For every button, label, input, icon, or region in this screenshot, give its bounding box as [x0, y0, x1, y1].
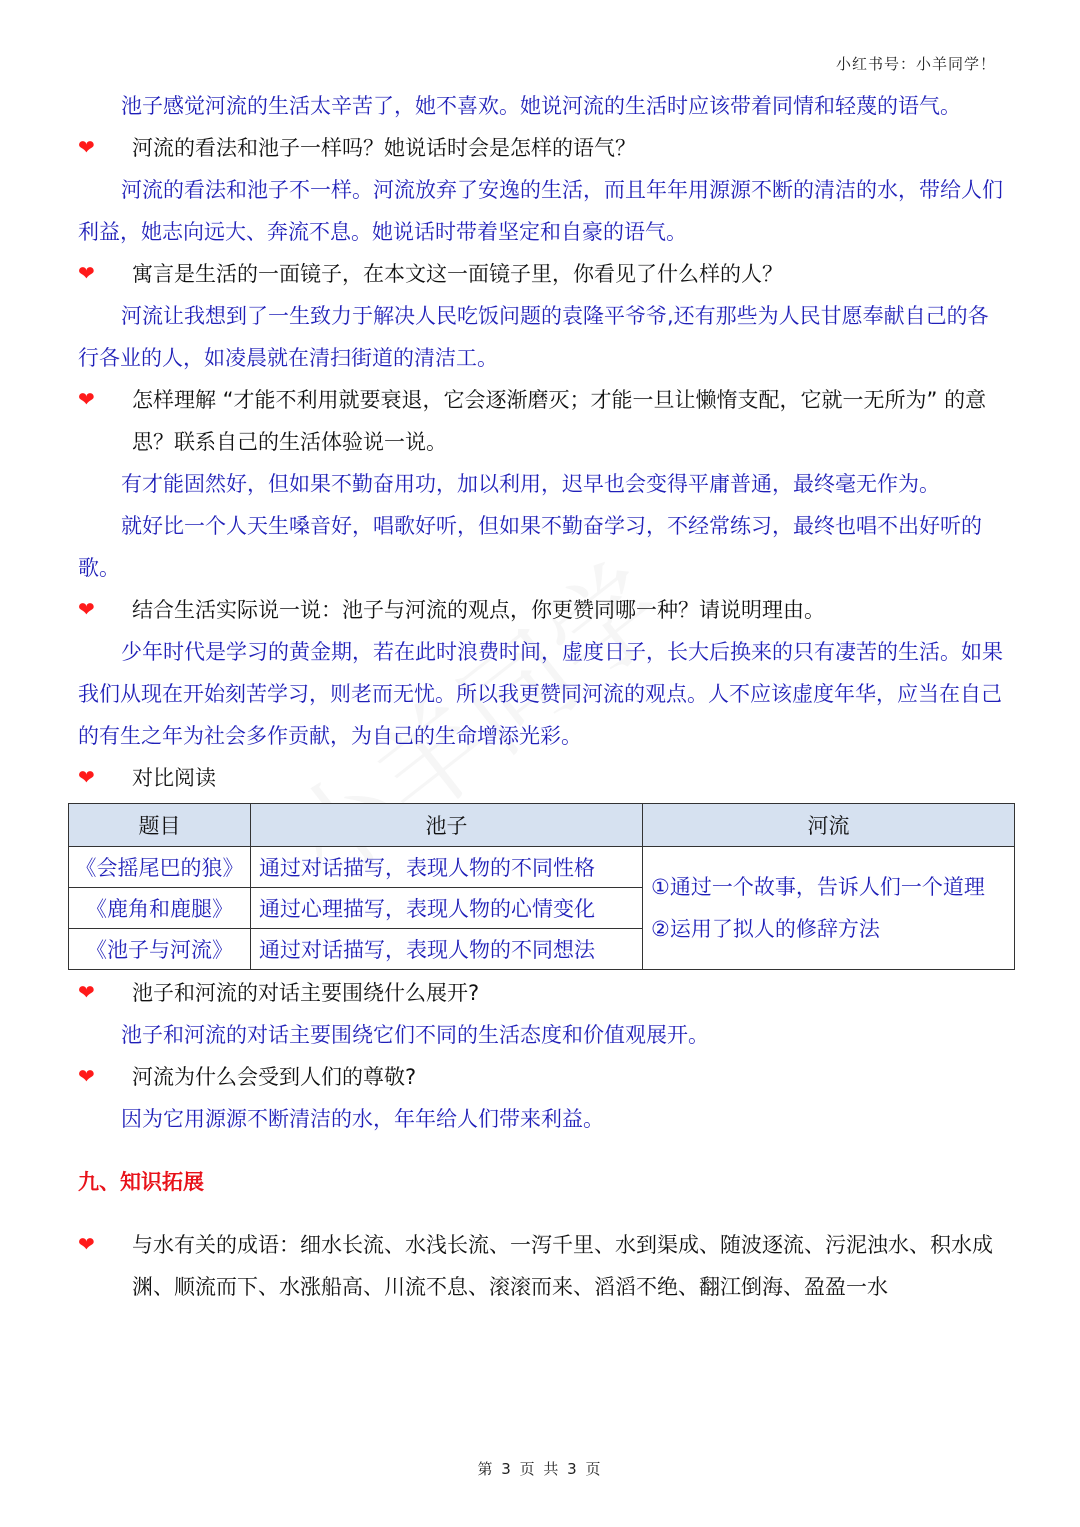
table-header-row	[69, 804, 1015, 847]
question	[78, 757, 1006, 799]
heart-icon: ❤	[78, 1064, 95, 1088]
table-cell-desc: 通过心理描写，表现人物的心情变化	[251, 888, 643, 929]
question-text: 怎样理解 “才能不利用就要衰退，它会逐渐磨灭；才能一旦让懒惰支配，它就一无所为” 的意思？联系自己的生活体验说一说。	[132, 388, 987, 454]
qa-list-before	[78, 85, 1006, 799]
question	[78, 1224, 1006, 1308]
table-row	[69, 847, 1015, 888]
answer: 池子感觉河流的生活太辛苦了，她不喜欢。她说河流的生活时应该带着同情和轻蔑的语气。	[121, 94, 961, 118]
heart-icon: ❤	[78, 980, 95, 1004]
table-cell-common	[643, 847, 1015, 970]
question	[78, 127, 1006, 169]
heart-icon: ❤	[78, 261, 95, 285]
page-footer: 第 3 页 共 3 页	[477, 1460, 603, 1478]
answer: 池子和河流的对话主要围绕它们不同的生活态度和价值观展开。	[121, 1023, 709, 1047]
comparison-table	[68, 803, 1015, 970]
common-point-2: ②运用了拟人的修辞方法	[651, 917, 880, 941]
question	[78, 1056, 1006, 1098]
answer: 河流让我想到了一生致力于解决人民吃饭问题的袁隆平爷爷,还有那些为人民甘愿奉献自己的各行各业的人，如凌晨就在清扫街道的清洁工。	[78, 304, 989, 370]
heart-icon: ❤	[78, 1232, 95, 1256]
answer: 有才能固然好，但如果不勤奋用功，加以利用，迟早也会变得平庸普通，最终毫无作为。	[121, 472, 940, 496]
answer: 因为它用源源不断清洁的水，年年给人们带来利益。	[121, 1107, 604, 1131]
heart-icon: ❤	[78, 135, 95, 159]
question-text: 寓言是生活的一面镜子，在本文这一面镜子里，你看见了什么样的人？	[132, 262, 783, 286]
table-cell-title: 《鹿角和鹿腿》	[69, 888, 251, 929]
table-header-pond: 池子	[251, 804, 643, 847]
question-text: 河流的看法和池子一样吗？她说话时会是怎样的语气？	[132, 136, 636, 160]
answer: 河流的看法和池子不一样。河流放弃了安逸的生活，而且年年用源源不断的清洁的水，带给人们利益，她志向远大、奔流不息。她说话时带着坚定和自豪的语气。	[78, 178, 1003, 244]
table-header-title: 题目	[69, 804, 251, 847]
table-cell-title: 《会摇尾巴的狼》	[69, 847, 251, 888]
header-note: 小红书号：小羊同学！	[835, 55, 996, 73]
answer: 就好比一个人天生嗓音好，唱歌好听，但如果不勤奋学习，不经常练习，最终也唱不出好听的歌。	[78, 514, 982, 580]
heart-icon: ❤	[78, 597, 95, 621]
content	[75, 85, 1006, 1308]
table-cell-desc: 通过对话描写，表现人物的不同想法	[251, 929, 643, 970]
question	[78, 253, 1006, 295]
table-header-river: 河流	[643, 804, 1015, 847]
question	[78, 379, 1006, 463]
question-text: 与水有关的成语：细水长流、水浅长流、一泻千里、水到渠成、随波逐流、污泥浊水、积水成渊、顺流而下、水涨船高、川流不息、滚滚而来、滔滔不绝、翻江倒海、盈盈一水	[132, 1233, 993, 1299]
question-text: 池子和河流的对话主要围绕什么展开?	[132, 981, 480, 1005]
qa-list-after	[78, 972, 1006, 1308]
question	[78, 589, 1006, 631]
heart-icon: ❤	[78, 387, 95, 411]
question-text: 结合生活实际说一说：池子与河流的观点，你更赞同哪一种？请说明理由。	[132, 598, 825, 622]
section-heading: 九、知识拓展	[78, 1170, 204, 1194]
heart-icon: ❤	[78, 765, 95, 789]
table-cell-title: 《池子与河流》	[69, 929, 251, 970]
question-text: 河流为什么会受到人们的尊敬?	[132, 1065, 417, 1089]
question-text: 对比阅读	[132, 766, 216, 790]
question	[78, 972, 1006, 1014]
table-cell-desc: 通过对话描写，表现人物的不同性格	[251, 847, 643, 888]
common-point-1: ①通过一个故事，告诉人们一个道理	[651, 875, 985, 899]
answer: 少年时代是学习的黄金期，若在此时浪费时间，虚度日子，长大后换来的只有凄苦的生活。如果我们从现在开始刻苦学习，则老而无忧。所以我更赞同河流的观点。人不应该虚度年华，应当在自己的有生之年为社会多作贡献，为自己的生命增添光彩。	[78, 640, 1003, 748]
